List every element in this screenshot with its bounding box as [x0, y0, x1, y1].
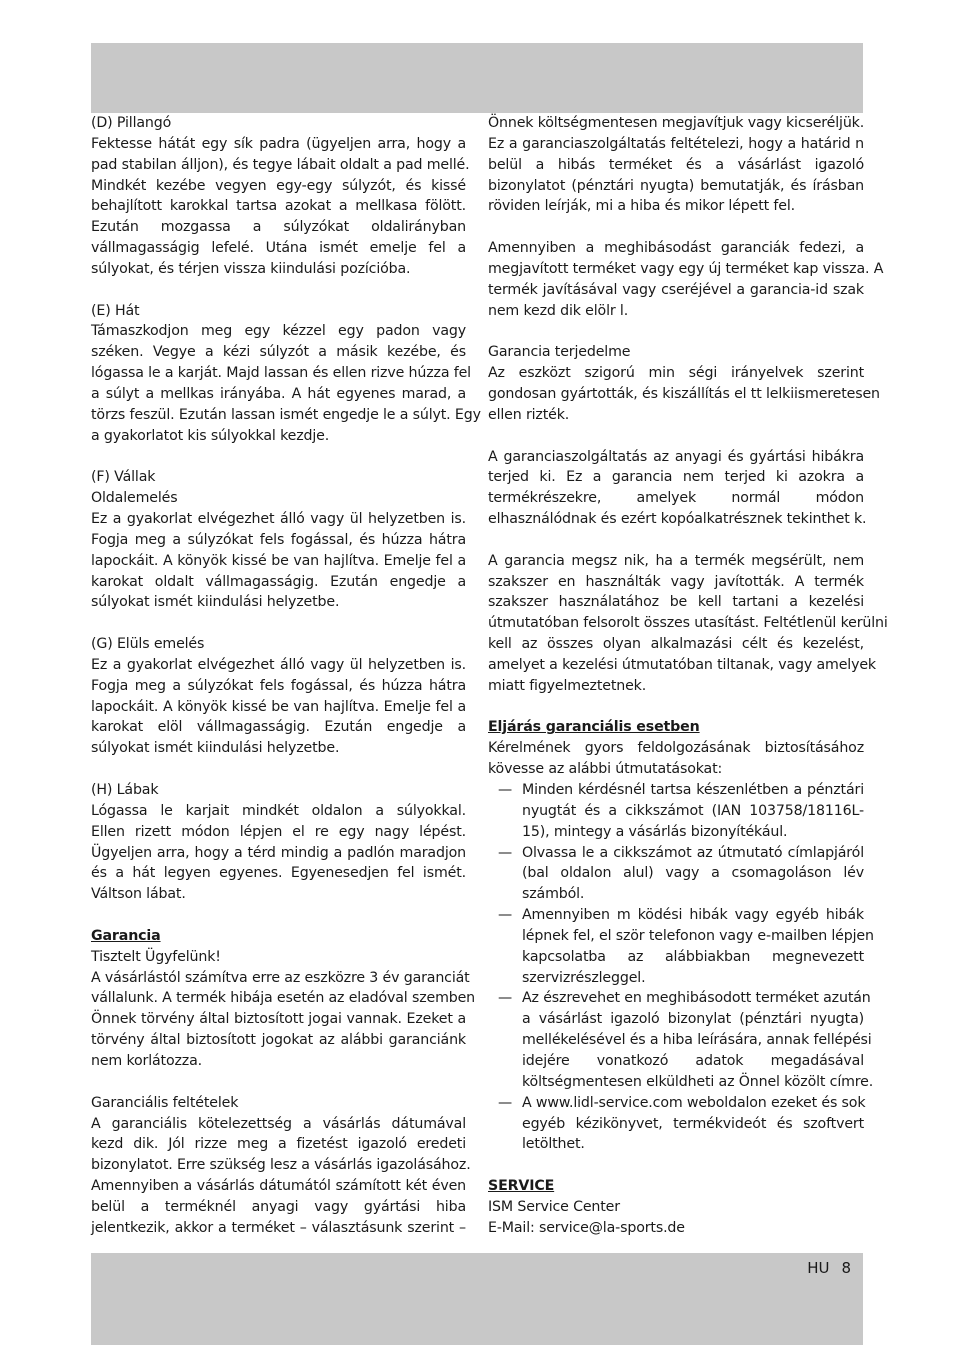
text-line: súlyokat, és térjen vissza kiindulási pozícióba.	[91, 260, 411, 277]
text-line: termék javításával vagy cseréjével a garancia-id szak	[488, 281, 864, 298]
text-line: elhasználódnak és ezért kopóalkatrésznek tekinthet k.	[488, 511, 867, 528]
text-line: behajlított karokkal tartsa azokat a mellkasa fölött.	[91, 198, 466, 215]
text-line: szakszer en használták vagy javították. A termék	[488, 573, 864, 590]
text-line: E-Mail: service@la-sports.de	[488, 1219, 685, 1236]
text-line: belül a hibás terméket és a vásárlást igazoló	[488, 156, 864, 173]
text-line: (F) Vállak	[91, 469, 156, 486]
text-line: kövesse az alábbi útmutatásokat:	[488, 761, 723, 778]
text-line: súlyokat ismét kiindulási helyzetbe.	[91, 740, 340, 757]
text-line: törvény által biztosított jogokat az alábbi garanciánk	[91, 1032, 466, 1049]
text-line: kell az összes olyan alkalmazási célt és kezelést,	[488, 636, 864, 653]
section-labak	[91, 780, 466, 905]
text-line: Garanciális feltételek	[91, 1094, 239, 1111]
text-line: (D) Pillangó	[91, 115, 172, 131]
section-eluls	[91, 634, 466, 759]
text-line: terjed ki. Ez a garancia nem terjed ki azokra a	[488, 469, 864, 486]
footer-band	[91, 1253, 863, 1345]
page-number	[807, 1259, 851, 1277]
text-line: kezd dik. Jól rizze meg a fizetést igazoló eredeti	[91, 1136, 466, 1153]
text-line: Ez a gyakorlat elvégezhet álló vagy ül helyzetben is.	[91, 511, 466, 528]
section-heading: Garancia	[91, 927, 161, 944]
text-line: Garancia terjedelme	[488, 344, 631, 361]
text-line: Az eszközt szigorú min ségi irányelvek szerint	[488, 365, 864, 382]
section-terjedelme	[488, 342, 880, 425]
text-line: (E) Hát	[91, 302, 140, 319]
text-line: széken. Vegye a kézi súlyzót a másik kezébe, és	[91, 344, 466, 361]
text-line: Ez a garanciaszolgáltatás feltételezi, hogy a határid n	[488, 135, 864, 152]
bullet-dash: —	[498, 844, 513, 861]
bullet-line: számból.	[522, 886, 585, 903]
bullet-line: idejére vonatkozó adatok megadásával	[522, 1052, 864, 1069]
page-number-value: 8	[841, 1259, 851, 1277]
text-line: útmutatóban felsorolt összes utasítást. Feltétlenül kerülni	[488, 615, 888, 632]
text-line: Tisztelt Ügyfelünk!	[91, 948, 221, 965]
text-line: A garanciális kötelezettség a vásárlás dátumával	[91, 1115, 466, 1132]
text-line: jelentkezik, akkor a terméket – választásunk szerint –	[91, 1219, 466, 1236]
bullet-dash: —	[498, 907, 513, 924]
text-line: Fektesse hátát egy sík padra (ügyeljen arra, hogy a	[91, 135, 466, 152]
text-line: miatt figyelmeztetnek.	[488, 677, 647, 694]
text-line: ellen rizték.	[488, 406, 570, 423]
section-garancia	[91, 926, 476, 1072]
text-line: A vásárlástól számítva erre az eszközre 3 év garanciát	[91, 969, 470, 986]
text-line: bizonylatot. Erre szükség lesz a vásárlás igazolásához.	[91, 1157, 471, 1174]
text-line: karokat elöl vállmagasságig. Ezután engedje a	[91, 719, 466, 736]
bullet-line: letölthet.	[522, 1136, 585, 1153]
text-line: A garancia megsz nik, ha a termék megsérült, nem	[488, 552, 864, 569]
text-line: Váltson lábat.	[91, 886, 186, 903]
text-line: lapockáit. A könyök kissé be van hajlítva. Emelje fel a	[91, 552, 466, 569]
text-line: Lógassa le karjait mindkét oldalon a súlyokkal.	[91, 802, 466, 819]
bullet-line: A www.lidl-service.com weboldalon ezeket és sok	[522, 1094, 866, 1111]
text-line: lógassa le a karját. Majd lassan és ellen rizve húzza fel	[91, 365, 471, 382]
text-line: belül a terméknél anyagi vagy gyártási hiba	[91, 1198, 466, 1215]
bullet-item	[488, 843, 864, 906]
text-line: vállmagasságig lefelé. Utána ismét emelje fel a	[91, 240, 466, 257]
text-line: Önnek költségmentesen megjavítjuk vagy kicseréljük.	[488, 115, 865, 131]
text-line: Fogja meg a súlyzókat fels fogással, és húzza hátra	[91, 677, 466, 694]
text-line: Ellen rizett módon lépjen el re egy nagy lépést.	[91, 823, 466, 840]
text-line: szakszer használatához be kell tartani a kezelési	[488, 594, 864, 611]
text-line: karokat oldalt vállmagasságig. Ezután engedje a	[91, 573, 466, 590]
language-code: HU	[807, 1259, 830, 1277]
text-line: Ezután mozgassa a súlyzókat oldalirányban	[91, 219, 466, 236]
text-line: Amennyiben a vásárlás dátumától számított két éven	[91, 1178, 466, 1195]
bullet-line: szervizrészleggel.	[522, 969, 646, 986]
text-line: Fogja meg a súlyzókat fels fogással, és húzza hátra	[91, 531, 466, 548]
text-line: Önnek törvény által biztosított jogai vannak. Ezeket a	[91, 1011, 466, 1028]
bullet-item	[488, 1093, 864, 1156]
bullet-item	[488, 905, 874, 988]
text-line: (H) Lábak	[91, 782, 159, 798]
bullet-dash: —	[498, 1094, 513, 1111]
section-heading: Eljárás garanciális esetben	[488, 719, 700, 736]
text-line: röviden leírják, mi a hiba és mikor lépett fel.	[488, 198, 796, 215]
text-line: Kérelmének gyors feldolgozásának biztosításához	[488, 740, 864, 757]
bullet-line: egyéb kézikönyvet, termékvideót és szoftvert	[522, 1115, 864, 1132]
text-line: és a hát legyen egyenes. Egyenesedjen fel ismét.	[91, 865, 466, 882]
text-line: törzs feszül. Ezután lassan ismét engedje le a súlyt. Egy	[91, 406, 481, 423]
section-fedezi	[488, 238, 884, 321]
text-line: a súlyt a mellkas irányába. A hát egyenes marad, a	[91, 385, 466, 402]
text-line: nem korlátozza.	[91, 1052, 203, 1069]
bullet-dash: —	[498, 990, 513, 1007]
bullet-item	[488, 988, 874, 1092]
text-line: Ez a gyakorlat elvégezhet álló vagy ül helyzetben is.	[91, 656, 466, 673]
text-line: termékrészekre, amelyek normál módon	[488, 490, 864, 507]
bullet-line: nyugtát és a cikkszámot (IAN 103758/18116L-	[522, 802, 864, 819]
bullet-line: Amennyiben m ködési hibák vagy egyéb hibák	[522, 907, 864, 924]
bullet-dash: —	[498, 782, 513, 798]
section-pillango	[91, 113, 470, 280]
bullet-line: lépnek fel, el ször telefonon vagy e-mailben lépjen	[522, 927, 874, 944]
section-heading: SERVICE	[488, 1178, 555, 1195]
right-text-column	[488, 113, 888, 1239]
left-text-column	[91, 113, 481, 1239]
text-line: bizonylatot (pénztári nyugta) bemutatják, és írásban	[488, 177, 864, 194]
text-line: Mindkét kezébe vegyen egy-egy súlyzót, és kissé	[91, 177, 466, 194]
bullet-line: költségmentesen elküldheti az Önnel közölt címre.	[522, 1073, 874, 1090]
text-line: gondosan gyártották, és kiszállítás el tt lelkiismeretesen	[488, 385, 880, 402]
section-eljaras	[488, 717, 874, 1155]
section-vallak	[91, 467, 466, 613]
section-megszunik	[488, 551, 888, 697]
text-line: megjavított terméket vagy egy új terméket kap vissza. A	[488, 260, 884, 277]
bullet-line: mellékelésével és a hiba leírására, annak fellépési	[522, 1032, 872, 1049]
text-line: súlyokat ismét kiindulási helyzetbe.	[91, 594, 340, 611]
text-line: nem kezd dik elölr l.	[488, 302, 629, 319]
bullet-item	[488, 780, 864, 843]
text-line: Oldalemelés	[91, 490, 178, 507]
text-line: lapockáit. A könyök kissé be van hajlítva. Emelje fel a	[91, 698, 466, 715]
bullet-line: Az észrevehet en meghibásodott terméket azután	[522, 990, 871, 1007]
text-line: A garanciaszolgáltatás az anyagi és gyártási hibákra	[488, 448, 864, 465]
text-line: (G) Elüls emelés	[91, 636, 205, 653]
section-hibakra	[488, 447, 867, 530]
text-line: pad stabilan álljon), és tegye lábait oldalt a pad mellé.	[91, 156, 470, 173]
bullet-line: a vásárlást igazoló bizonylat (pénztári nyugta)	[522, 1011, 864, 1028]
bullet-line: 15), mintegy a vásárlás bizonyítékául.	[522, 823, 788, 840]
text-line: a gyakorlatot kis súlyokkal kezdje.	[91, 427, 330, 444]
text-line: ISM Service Center	[488, 1198, 620, 1215]
text-line: amelyet a kezelési útmutatóban tiltanak, vagy amelyek	[488, 656, 876, 673]
section-hat	[91, 301, 481, 447]
header-band	[91, 43, 863, 113]
bullet-line: kapcsolatba az alábbiakban megnevezett	[522, 948, 864, 965]
text-line: Amennyiben a meghibásodást garanciák fedezi, a	[488, 240, 864, 257]
bullet-line: (bal oldalon alul) vagy a csomagoláson lév	[522, 865, 864, 882]
section-feltetelek	[91, 1093, 471, 1239]
text-line: Támaszkodjon meg egy kézzel egy padon vagy	[91, 323, 466, 340]
section-kicsereljuk	[488, 113, 864, 217]
bullet-line: Olvassa le a cikkszámot az útmutató címlapjáról	[522, 844, 864, 861]
text-line: vállalunk. A termék hibája esetén az eladóval szemben	[91, 990, 476, 1007]
section-service	[488, 1176, 864, 1239]
bullet-line: Minden kérdésnél tartsa készenlétben a pénztári	[522, 782, 864, 798]
text-line: Ügyeljen arra, hogy a térd mindig a padlón maradjon	[91, 844, 466, 861]
